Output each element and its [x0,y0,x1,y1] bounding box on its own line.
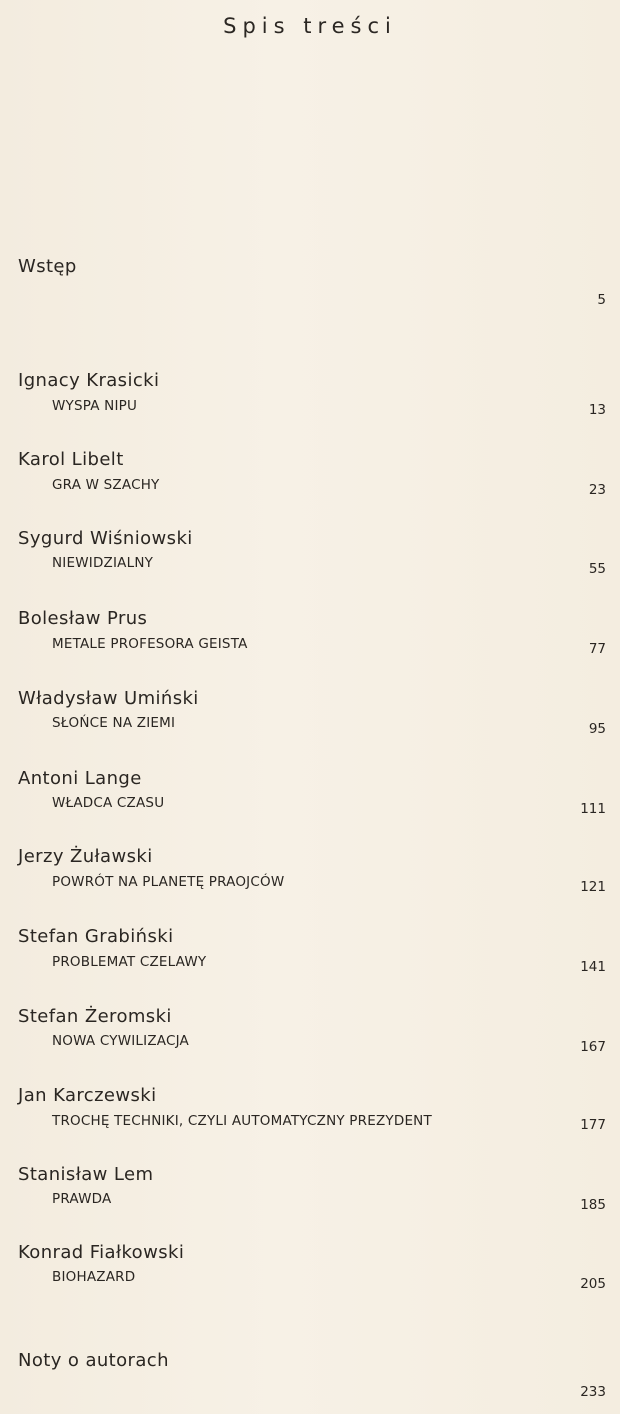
entry-page-number: 95 [588,721,606,737]
entry-author: Stanisław Lem [18,1164,154,1185]
notes-label: Noty o autorach [18,1350,169,1371]
entry-title: METALE PROFESORA GEISTA [52,636,248,652]
page-title: Spis treści [223,14,397,38]
entry-title: BIOHAZARD [52,1269,136,1285]
entry-author: Władysław Umiński [18,688,199,709]
entry-title: PRAWDA [52,1191,112,1207]
entry-title: GRA W SZACHY [52,477,160,493]
entry-title: WŁADCA CZASU [52,795,165,811]
entry-page-number: 55 [588,561,606,577]
entry-author: Stefan Grabiński [18,926,174,947]
entry-page-number: 177 [580,1117,606,1133]
notes-page-number: 233 [580,1384,606,1400]
entry-title: NOWA CYWILIZACJA [52,1033,189,1049]
entry-page-number: 77 [588,641,606,657]
entry-page-number: 111 [580,801,606,817]
entry-title: POWRÓT NA PLANETĘ PRAOJCÓW [52,874,285,890]
entry-author: Karol Libelt [18,449,124,470]
entry-author: Sygurd Wiśniowski [18,528,193,549]
entry-author: Jan Karczewski [18,1085,157,1106]
entry-title: NIEWIDZIALNY [52,555,154,571]
intro-label: Wstęp [18,256,77,277]
entry-page-number: 23 [588,482,606,498]
entry-author: Jerzy Żuławski [18,846,153,867]
entry-author: Ignacy Krasicki [18,370,160,391]
entry-author: Stefan Żeromski [18,1006,172,1027]
entry-page-number: 13 [588,402,606,418]
entry-title: WYSPA NIPU [52,398,138,414]
entry-page-number: 167 [580,1039,606,1055]
entry-author: Konrad Fiałkowski [18,1242,185,1263]
entry-page-number: 185 [580,1197,606,1213]
entry-page-number: 121 [580,879,606,895]
entry-author: Bolesław Prus [18,608,148,629]
entry-page-number: 205 [580,1276,606,1292]
entry-author: Antoni Lange [18,768,142,789]
intro-page-number: 5 [597,292,606,308]
entry-title: TROCHĘ TECHNIKI, CZYLI AUTOMATYCZNY PREZYDENT [52,1113,432,1129]
entry-page-number: 141 [580,959,606,975]
entry-title: PROBLEMAT CZELAWY [52,954,207,970]
entry-title: SŁOŃCE NA ZIEMI [52,715,176,731]
